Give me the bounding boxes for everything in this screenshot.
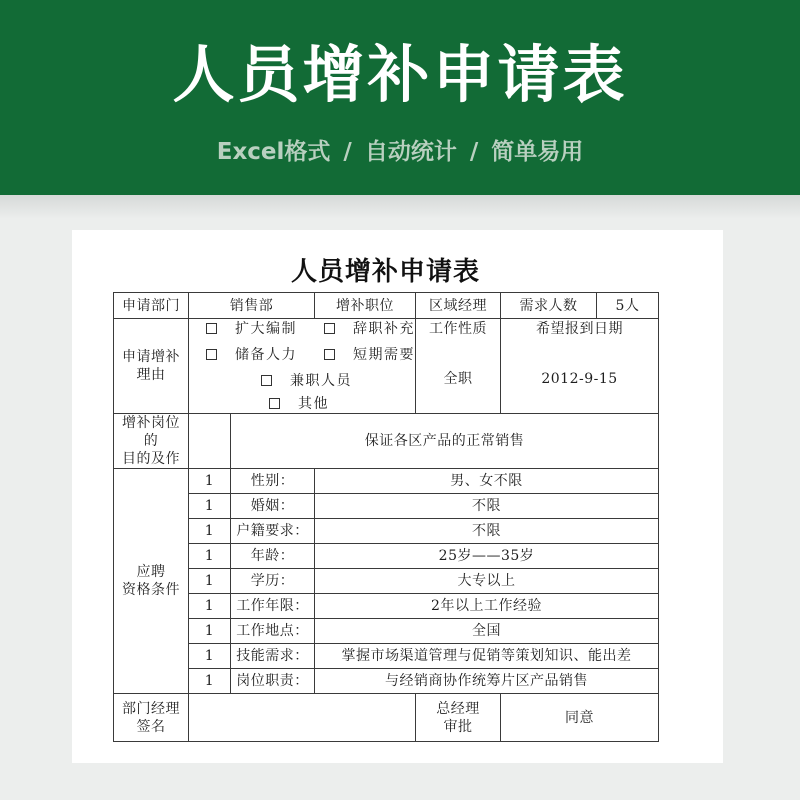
work-nature-label: 工作性质 — [429, 321, 487, 337]
header-banner — [0, 0, 800, 195]
reason-option-short-term — [324, 346, 415, 364]
report-date-label: 希望报到日期 — [536, 321, 623, 337]
reason-option-label: 兼职人员 — [290, 373, 352, 389]
qualification-value: 不限 — [315, 494, 659, 519]
purpose-blank-cell — [189, 414, 231, 469]
qualification-number: 1 — [189, 469, 231, 494]
qualification-label: 性别： — [231, 469, 315, 494]
qualification-number: 1 — [189, 519, 231, 544]
qualification-label: 技能需求： — [231, 644, 315, 669]
subtitle-separator: / — [469, 139, 479, 165]
subtitle-item: 自动统计 — [364, 139, 457, 165]
reason-option-part-time — [261, 372, 352, 390]
qualification-number: 1 — [189, 544, 231, 569]
gm-label-line: 总经理 — [436, 700, 480, 717]
work-nature-value: 全职 — [443, 371, 473, 387]
position-value: 区域经理 — [416, 293, 501, 319]
checkbox — [324, 349, 335, 360]
document-card — [72, 230, 723, 763]
qualification-row — [114, 619, 659, 644]
qualification-label: 学历： — [231, 569, 315, 594]
dept-manager-label-line: 签名 — [136, 718, 166, 735]
dept-manager-label-line: 部门经理 — [122, 700, 180, 717]
banner-subtitle — [0, 136, 800, 168]
reason-option-label: 辞职补充 — [353, 321, 415, 337]
dept-label: 申请部门 — [114, 293, 189, 319]
qualification-label: 年龄： — [231, 544, 315, 569]
requisition-form-table — [113, 292, 659, 742]
purpose-label-line: 的 — [143, 433, 159, 449]
qualifications-label-line: 应聘 — [136, 564, 166, 580]
banner-title: 人员增补申请表 — [172, 38, 628, 111]
headcount-value: 5人 — [597, 293, 659, 319]
reason-label — [114, 319, 189, 414]
checkbox — [269, 398, 280, 409]
qualification-label: 婚姻： — [231, 494, 315, 519]
subtitle-item: Excel格式 — [216, 139, 331, 165]
qualification-label: 工作地点： — [231, 619, 315, 644]
qualification-label: 工作年限： — [231, 594, 315, 619]
checkbox — [261, 375, 272, 386]
gm-approval-value: 同意 — [501, 694, 659, 742]
qualification-row — [114, 669, 659, 694]
qualification-value: 不限 — [315, 519, 659, 544]
qualification-value: 男、女不限 — [315, 469, 659, 494]
checkbox — [206, 323, 217, 334]
qualification-number: 1 — [189, 619, 231, 644]
qualification-row — [114, 494, 659, 519]
checkbox — [206, 349, 217, 360]
reason-row — [114, 319, 659, 414]
form-title: 人员增补申请表 — [290, 257, 480, 287]
reason-option-label: 其他 — [298, 396, 329, 412]
qualification-row — [114, 594, 659, 619]
qualification-row — [114, 544, 659, 569]
dept-manager-signature-label — [114, 694, 189, 742]
qualification-number: 1 — [189, 594, 231, 619]
subtitle-separator: / — [343, 139, 352, 165]
reason-option-expand — [206, 320, 297, 338]
reason-option-reserve — [206, 346, 297, 364]
qualification-value: 2年以上工作经验 — [315, 594, 659, 619]
qualification-row — [114, 644, 659, 669]
qualification-value: 大专以上 — [315, 569, 659, 594]
purpose-label-line: 增补岗位 — [122, 415, 180, 431]
qualification-row — [114, 519, 659, 544]
approval-row — [114, 694, 659, 742]
qualification-label: 岗位职责： — [231, 669, 315, 694]
purpose-row — [114, 414, 659, 469]
qualification-number: 1 — [189, 494, 231, 519]
qualification-value: 25岁——35岁 — [315, 544, 659, 569]
reason-label-line: 理由 — [136, 367, 166, 383]
subtitle-item: 简单易用 — [491, 139, 584, 165]
reason-option-label: 短期需要 — [353, 347, 415, 363]
qualification-row — [114, 469, 659, 494]
qualification-value: 与经销商协作统筹片区产品销售 — [315, 669, 659, 694]
qualification-number: 1 — [189, 569, 231, 594]
dept-value: 销售部 — [189, 293, 315, 319]
banner-shadow — [0, 195, 800, 219]
gm-approval-label — [416, 694, 501, 742]
purpose-label — [114, 414, 189, 469]
report-date-cell — [501, 319, 659, 414]
qualification-number: 1 — [189, 644, 231, 669]
qualifications-label-line: 资格条件 — [122, 582, 180, 598]
position-label: 增补职位 — [315, 293, 416, 319]
work-nature-cell — [416, 319, 501, 414]
qualification-value: 全国 — [315, 619, 659, 644]
qualification-label: 户籍要求： — [231, 519, 315, 544]
report-date-value: 2012-9-15 — [541, 371, 618, 387]
reason-options — [189, 319, 416, 414]
qualification-number: 1 — [189, 669, 231, 694]
qualification-row — [114, 569, 659, 594]
headcount-label: 需求人数 — [501, 293, 597, 319]
purpose-value: 保证各区产品的正常销售 — [231, 414, 659, 469]
dept-manager-signature-field — [189, 694, 416, 742]
reason-option-label: 储备人力 — [235, 347, 297, 363]
reason-option-other — [269, 395, 329, 413]
reason-label-line: 申请增补 — [122, 349, 180, 365]
reason-option-label: 扩大编制 — [235, 321, 297, 337]
qualifications-label — [114, 469, 189, 694]
reason-option-resignation — [324, 320, 415, 338]
checkbox — [324, 323, 335, 334]
purpose-label-line: 目的及作 — [122, 451, 180, 467]
header-row — [114, 293, 659, 319]
qualification-value: 掌握市场渠道管理与促销等策划知识、能出差 — [315, 644, 659, 669]
gm-label-line: 审批 — [443, 718, 473, 735]
